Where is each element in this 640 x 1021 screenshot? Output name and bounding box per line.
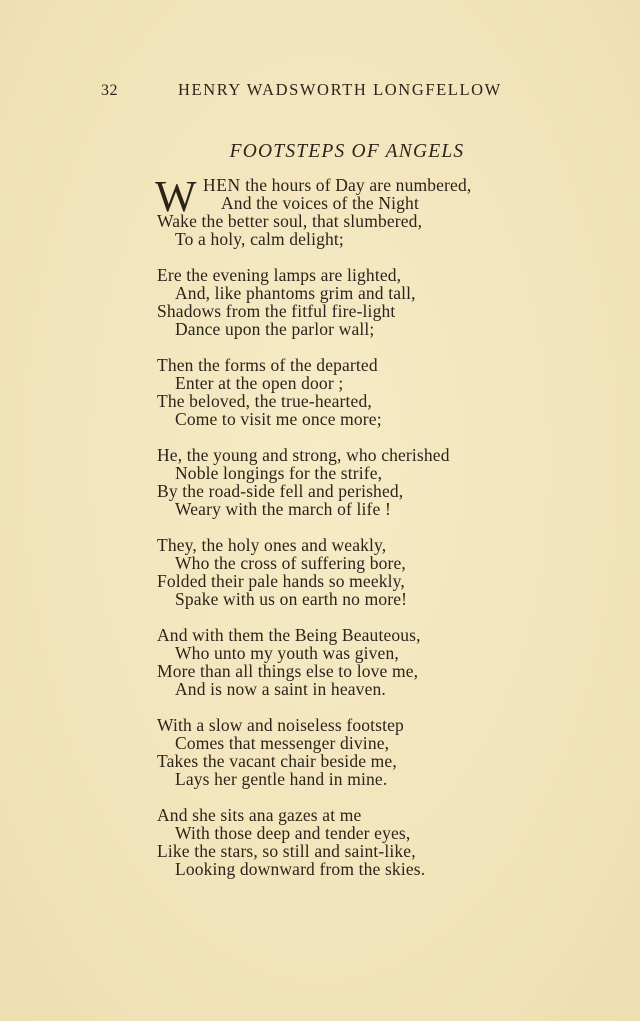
stanza xyxy=(157,356,577,428)
poem-line: Weary with the march of life ! xyxy=(175,499,391,519)
poem-line: Like the stars, so still and saint-like, xyxy=(157,841,416,861)
poem-line: Enter at the open door ; xyxy=(175,373,344,393)
poem-line: And, like phantoms grim and tall, xyxy=(175,283,416,303)
poem-line: By the road-side fell and perished, xyxy=(157,481,404,501)
poem-line: Folded their pale hands so meekly, xyxy=(157,571,405,591)
running-head: HENRY WADSWORTH LONGFELLOW xyxy=(178,80,502,99)
poem-line: The beloved, the true-hearted, xyxy=(157,391,372,411)
poem-line: Who unto my youth was given, xyxy=(175,643,399,663)
poem-line: Takes the vacant chair beside me, xyxy=(157,751,397,771)
stanza xyxy=(157,806,577,878)
poem-line: And she sits ana gazes at me xyxy=(157,805,362,825)
poem-line: Come to visit me once more; xyxy=(175,409,382,429)
stanza-list xyxy=(155,172,577,879)
poem-line: To a holy, calm delight; xyxy=(175,229,344,249)
poem-line: He, the young and strong, who cherished xyxy=(157,445,450,465)
first-word-rest: HEN xyxy=(203,175,241,195)
poem-line: Then the forms of the departed xyxy=(157,355,378,375)
poem-line: Wake the better soul, that slumbered, xyxy=(157,211,423,231)
poem-line: And the voices of the Night xyxy=(221,193,419,213)
stanza xyxy=(157,266,577,338)
poem-line: Lays her gentle hand in mine. xyxy=(175,769,388,789)
stanza xyxy=(157,716,577,788)
poem-line: With those deep and tender eyes, xyxy=(175,823,411,843)
poem-line: Noble longings for the strife, xyxy=(175,463,383,483)
poem-title: FOOTSTEPS OF ANGELS xyxy=(229,141,465,162)
stanza xyxy=(157,446,577,518)
stanza xyxy=(155,172,577,249)
stanza xyxy=(157,626,577,698)
poem-line: They, the holy ones and weakly, xyxy=(157,535,387,555)
poem-line xyxy=(157,176,577,194)
drop-cap: W xyxy=(155,172,196,221)
poem-line: Shadows from the fitful fire-light xyxy=(157,301,396,321)
poem-line: Dance upon the parlor wall; xyxy=(175,319,375,339)
poem-line: Who the cross of suffering bore, xyxy=(175,553,406,573)
poem-line: With a slow and noiseless footstep xyxy=(157,715,404,735)
poem-body xyxy=(155,172,577,896)
poem-line: Comes that messenger divine, xyxy=(175,733,390,753)
poem-line: Ere the evening lamps are lighted, xyxy=(157,265,402,285)
stanza xyxy=(157,536,577,608)
poem-line: And with them the Being Beauteous, xyxy=(157,625,421,645)
poem-line: Looking downward from the skies. xyxy=(175,859,426,879)
poem-line: And is now a saint in heaven. xyxy=(175,679,386,699)
poem-line: More than all things else to love me, xyxy=(157,661,419,681)
poem-line-text: the hours of Day are numbered, xyxy=(240,175,472,195)
poem-line: Spake with us on earth no more! xyxy=(175,589,408,609)
page-number: 32 xyxy=(101,82,118,99)
